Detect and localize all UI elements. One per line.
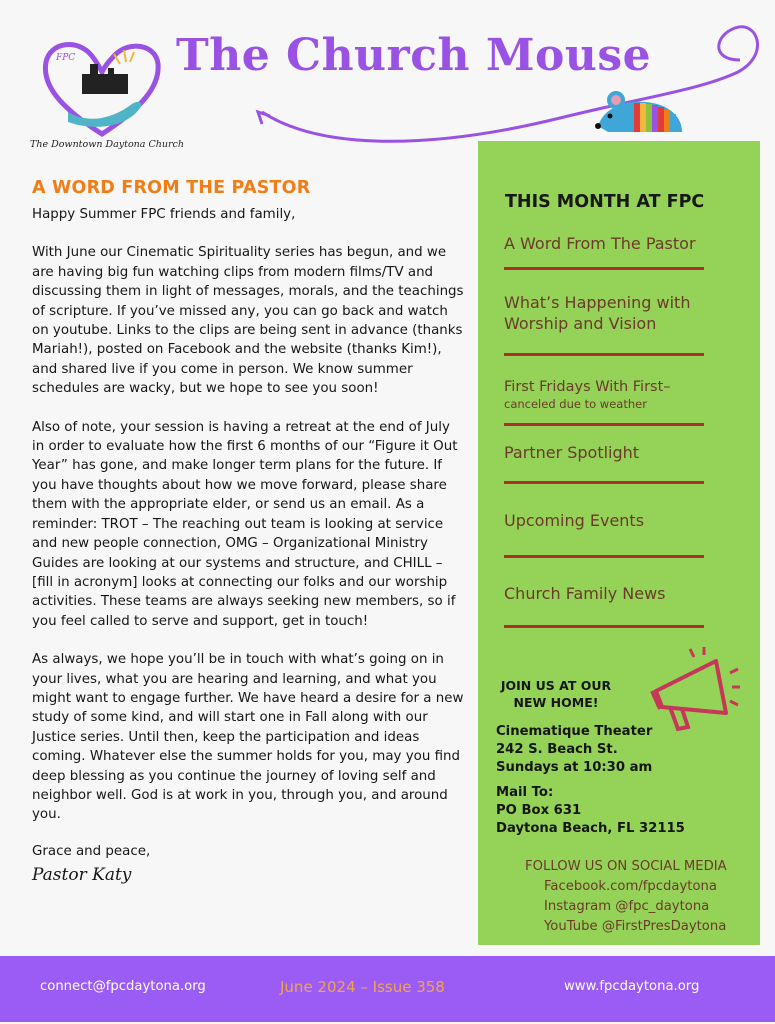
join-line: JOIN US AT OUR <box>500 678 612 693</box>
article-paragraph: With June our Cinematic Spirituality series has begun, and we are having big fun watching clips from modern films/TV and discussing them in light of messages, morals, and the teachings of scripture. If you’ve missed any, you can go back and watch on youtube. Links to the clips are being sent in advance (thanks Mariah!), posted on Facebook and the website (thanks Kim!), and shared live if you come in person. We know summer schedules are wacky, but we hope to see you soon! <box>32 245 464 397</box>
footer-email[interactable]: connect@fpcdaytona.org <box>40 979 206 994</box>
venue-name: Cinematique Theater <box>496 724 653 739</box>
divider <box>504 555 704 558</box>
org-name: The Downtown Daytona Church <box>30 139 184 150</box>
toc-item-partner[interactable] <box>504 442 724 463</box>
venue-info <box>496 723 652 777</box>
church-logo <box>38 34 166 142</box>
megaphone-icon <box>638 643 742 737</box>
divider <box>504 481 704 484</box>
footer-website[interactable]: www.fpcdaytona.org <box>564 979 700 994</box>
join-us-callout <box>496 677 616 711</box>
toc-item-worship[interactable] <box>504 292 724 334</box>
article-greeting: Happy Summer FPC friends and family, <box>32 207 296 222</box>
social-title: FOLLOW US ON SOCIAL MEDIA <box>525 859 727 874</box>
toc-item-note: canceled due to weather <box>504 397 647 411</box>
footer <box>0 956 775 1022</box>
toc-item-label: Church Family News <box>504 584 666 603</box>
toc-item-label: Partner Spotlight <box>504 443 640 462</box>
mail-label: Mail To: <box>496 785 554 800</box>
join-line: NEW HOME! <box>513 695 599 710</box>
divider <box>504 423 704 426</box>
divider <box>504 353 704 356</box>
article-paragraph: Also of note, your session is having a retreat at the end of July in order to evaluate how the first 6 months of our “Figure it Out Year” has gone, and make longer term plans for the future. If you have thoughts about how we move forward, please share them with the appropriate elder, or send us an email. As a reminder: TROT – The reaching out team is looking at service and new people connection, OMG – Organizational Ministry Guides are looking at our systems and structure, and CHILL – [fill in acronym] looks at connecting our folks and our worship activities. These teams are always seeking new members, so if you feel called to serve and support, get in touch! <box>32 419 458 629</box>
po-box: PO Box 631 <box>496 803 582 818</box>
toc-item-label: First Fridays With First– <box>504 379 671 395</box>
article-heading: A WORD FROM THE PASTOR <box>32 178 311 198</box>
venue-street: 242 S. Beach St. <box>496 742 618 757</box>
pastor-article <box>32 178 464 885</box>
social-media <box>525 857 727 937</box>
newsletter-title: The Church Mouse <box>176 30 652 81</box>
sidebar-title: THIS MONTH AT FPC <box>505 192 705 212</box>
mail-city: Daytona Beach, FL 32115 <box>496 821 685 836</box>
divider <box>504 267 704 270</box>
toc-item-family-news[interactable] <box>504 583 724 604</box>
pastor-signature: Pastor Katy <box>32 864 132 885</box>
instagram-link[interactable]: Instagram @fpc_daytona <box>544 899 710 914</box>
article-closing: Grace and peace, <box>32 843 151 859</box>
youtube-link[interactable]: YouTube @FirstPresDaytona <box>544 919 727 934</box>
toc-item-label: What’s Happening with Worship and Vision <box>504 293 691 333</box>
facebook-link[interactable]: Facebook.com/fpcdaytona <box>544 879 717 894</box>
sidebar <box>478 141 760 945</box>
toc-item-first-fridays[interactable] <box>504 377 724 411</box>
toc-item-label: Upcoming Events <box>504 511 645 530</box>
service-time: Sundays at 10:30 am <box>496 760 653 775</box>
mouse-illustration <box>594 86 690 142</box>
logo-text: FPC <box>56 53 76 63</box>
toc-item-events[interactable] <box>504 510 724 531</box>
article-paragraph: As always, we hope you’ll be in touch with what’s going on in your lives, what you are hearing and learning, and what you might want to engage further. We have heard a desire for a new study of some kind, and will start one in Fall along with our Justice series. Until then, keep the participation and ideas coming. Whatever else the summer holds for you, may you find deep blessing as you continue the journey of loving self and neighbor well. God is at work in you, through you, and around you. <box>32 652 464 823</box>
footer-issue: June 2024 – Issue 358 <box>280 978 445 996</box>
divider <box>504 625 704 628</box>
toc-item-pastor[interactable] <box>504 233 724 254</box>
toc-item-label: A Word From The Pastor <box>504 234 696 253</box>
mailing-address <box>496 784 685 838</box>
